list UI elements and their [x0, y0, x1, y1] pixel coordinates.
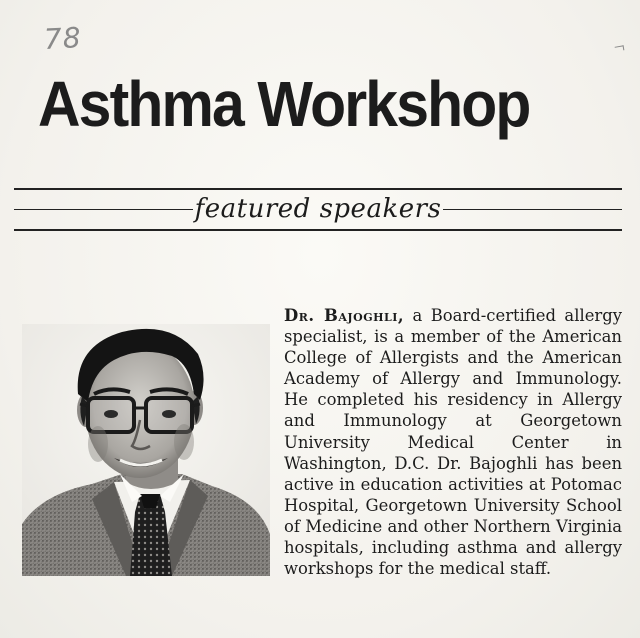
page-title: Asthma Workshop [38, 68, 530, 140]
heading-line-right [443, 209, 622, 210]
speaker-name: Dr. Bajoghli, [284, 306, 405, 325]
speaker-bio [284, 305, 622, 579]
top-rule [14, 188, 622, 190]
heading-line-left [14, 209, 193, 210]
handwritten-page-number: 78 [43, 21, 83, 56]
speaker-portrait [22, 324, 270, 576]
corner-mark [615, 45, 625, 51]
section-heading-row [14, 193, 622, 225]
bottom-rule [14, 229, 622, 231]
section-heading: featured speakers [194, 194, 442, 224]
speaker-bio-text: a Board-certified allergy specialist, is a member of the American College of Allergists and the American Academy of Allergy and Immunology. He completed his residency in Allergy and Immunology at Georgetown University Medical Center in Washington, D.C. Dr. Bajoghli has been active in education activities at Potomac Hospital, Georgetown University School of Medicine and other Northern Virginia hospitals, including asthma and allergy workshops for the medical staff. [284, 306, 622, 579]
